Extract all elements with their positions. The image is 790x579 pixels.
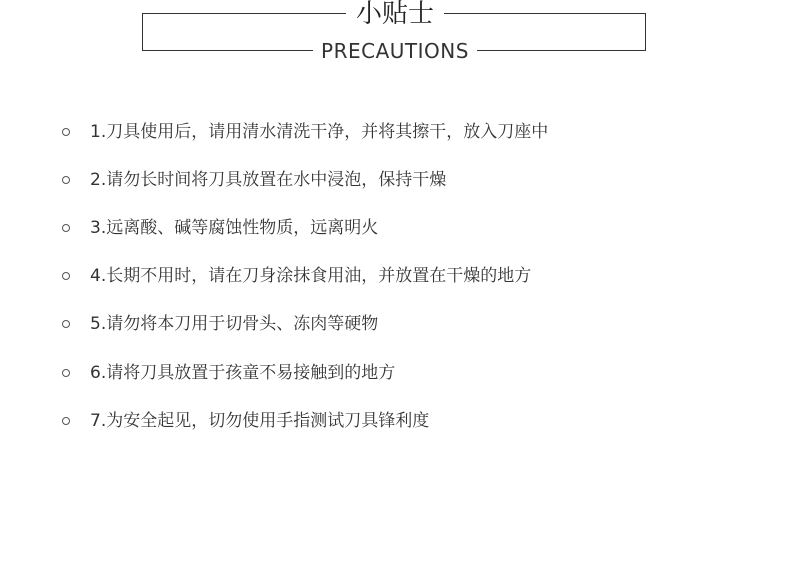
- bullet-icon: [62, 176, 70, 184]
- bullet-icon: [62, 320, 70, 328]
- tip-text: 1.刀具使用后，请用清水清洗干净，并将其擦干，放入刀座中: [90, 122, 549, 142]
- list-item: [62, 265, 762, 289]
- list-item: [62, 169, 762, 193]
- page-title: 小贴士: [346, 0, 444, 28]
- tip-text: 7.为安全起见，切勿使用手指测试刀具锋利度: [90, 411, 430, 431]
- list-item: [62, 362, 762, 386]
- tip-text: 4.长期不用时，请在刀身涂抹食用油，并放置在干燥的地方: [90, 266, 532, 286]
- page-subtitle: PRECAUTIONS: [313, 39, 477, 63]
- bullet-icon: [62, 224, 70, 232]
- tip-text: 5.请勿将本刀用于切骨头、冻肉等硬物: [90, 314, 379, 334]
- list-item: [62, 217, 762, 241]
- list-item: [62, 313, 762, 337]
- bullet-icon: [62, 128, 70, 136]
- tip-text: 3.远离酸、碱等腐蚀性物质，远离明火: [90, 218, 379, 238]
- bullet-icon: [62, 272, 70, 280]
- bullet-icon: [62, 417, 70, 425]
- list-item: [62, 121, 762, 145]
- tip-text: 6.请将刀具放置于孩童不易接触到的地方: [90, 363, 396, 383]
- bullet-icon: [62, 369, 70, 377]
- tip-text: 2.请勿长时间将刀具放置在水中浸泡，保持干燥: [90, 170, 447, 190]
- list-item: [62, 410, 762, 434]
